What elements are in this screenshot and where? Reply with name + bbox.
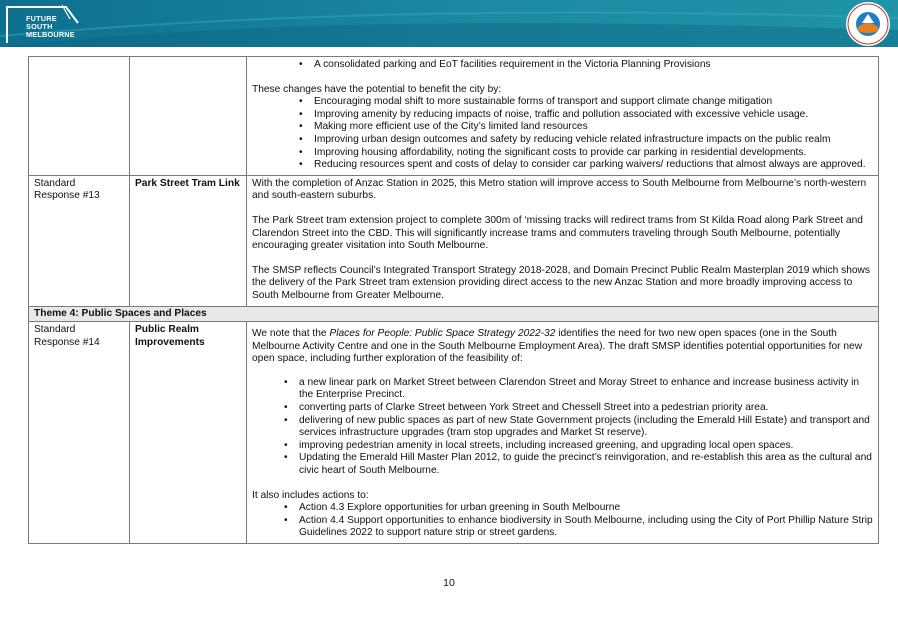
cell-ref-empty — [29, 57, 130, 176]
paragraph-open-space — [252, 328, 873, 366]
banner-swoosh-graphic — [0, 0, 898, 47]
list-item: • Action 4.3 Explore opportunities for urban greening in South Melbourne — [299, 502, 873, 515]
bullet-list-actions — [252, 502, 873, 540]
list-item: • Making more efficient use of the City’s limited land resources — [314, 121, 873, 134]
cell-content — [247, 322, 879, 544]
list-item: • a new linear park on Market Street between Clarendon Street and Moray Street to enhance and increase business activity in the Enterprise Precinct. — [299, 377, 873, 402]
cell-topic-empty — [130, 57, 247, 176]
list-item: • Reducing resources spent and costs of delay to consider car parking waivers/ reductions that almost always are approved. — [314, 159, 873, 172]
table-row-13 — [29, 175, 879, 306]
list-item: • Action 4.4 Support opportunities to enhance biodiversity in South Melbourne, including using the City of Port Phillip Nature Strip Guidelines 2022 to support nature strip or street gardens. — [299, 515, 873, 540]
paragraph: With the completion of Anzac Station in 2025, this Metro station will improve access to South Melbourne from Melbourne’s north-western and south-eastern suburbs. — [252, 177, 867, 202]
paragraph-text: identifies the need for two new open spaces (one in the South Melbourne Activity Centre and one in the South Melbourne Employment Area). The draft SMSP identifies potential opportunities for new open space, including further exploration of the feasibility of: — [252, 328, 863, 365]
list-item: • converting parts of Clarke Street between York Street and Chessell Street into a pedestrian priority area. — [299, 402, 873, 415]
submission-table — [28, 56, 879, 544]
page-number: 10 — [443, 577, 455, 589]
strategy-title: Places for People: Public Space Strategy 2022-32 — [329, 328, 556, 340]
future-south-melbourne-logo — [4, 3, 84, 45]
paragraph-text: We note that the — [252, 328, 330, 340]
city-of-port-phillip-seal — [845, 1, 891, 47]
list-item: • improving pedestrian amenity in local streets, including increased greening, and upgrading local open spaces. — [299, 440, 873, 453]
theme-heading: Theme 4: Public Spaces and Places — [29, 306, 879, 322]
list-item: • Improving urban design outcomes and safety by reducing vehicle related infrastructure impacts on the public realm — [314, 134, 873, 147]
list-item: • Encouraging modal shift to more sustainable forms of transport and support climate change mitigation — [314, 96, 873, 109]
paragraph-benefits-intro: These changes have the potential to benefit the city by: — [252, 83, 502, 95]
cell-content-continued — [247, 57, 879, 176]
cell-ref: Standard Response #14 — [29, 322, 130, 544]
cell-topic: Public Realm Improvements — [130, 322, 247, 544]
list-item: • Updating the Emerald Hill Master Plan 2012, to guide the precinct’s reinvigoration, and re-establish this area as the cultural and civic heart of South Melbourne. — [299, 452, 873, 477]
paragraph-actions-intro: It also includes actions to: — [252, 489, 369, 501]
list-item: • Improving amenity by reducing impacts of noise, traffic and pollution associated with excessive vehicle usage. — [314, 109, 873, 122]
logo-line-south: SOUTH — [26, 22, 53, 31]
logo-line-melbourne: MELBOURNE — [26, 30, 75, 39]
table-row-continued — [29, 57, 879, 176]
list-item: • delivering of new public spaces as part of new State Government projects (including the Emerald Hill Estate) and transport and services infrastructure upgrades (tram stop upgrades and Market St reserve). — [299, 415, 873, 440]
cell-content — [247, 175, 879, 306]
theme-heading-row — [29, 306, 879, 322]
logo-line-future: FUTURE — [26, 14, 57, 23]
bullet-list-benefits — [252, 96, 873, 172]
paragraph: The SMSP reflects Council’s Integrated Transport Strategy 2018-2028, and Domain Precinct Public Realm Masterplan 2019 which shows the delivery of the Park Street tram extension providing direct access to the new Anzac Station and more broadly improving access to South Melbourne from Greater Melbourne. — [252, 264, 870, 301]
cell-topic: Park Street Tram Link — [130, 175, 247, 306]
bullet-list-top — [252, 59, 873, 72]
paragraph: The Park Street tram extension project to complete 300m of ‘missing tracks will redirect trams from St Kilda Road along Park Street and Clarendon Street into the CBD. This will significantly increase trams and commuters traveling through South Melbourne, potentially encouraging greater visitation into South Melbourne. — [252, 214, 863, 252]
list-item: • Improving housing affordability, noting the significant costs to provide car parking in residential developments. — [314, 147, 873, 160]
bullet-list-opportunities — [252, 377, 873, 478]
future-south-melbourne-wordmark — [26, 15, 75, 39]
table-row-14 — [29, 322, 879, 544]
header-banner — [0, 0, 898, 47]
list-item: • A consolidated parking and EoT facilities requirement in the Victoria Planning Provisions — [314, 59, 873, 72]
cell-ref: Standard Response #13 — [29, 175, 130, 306]
